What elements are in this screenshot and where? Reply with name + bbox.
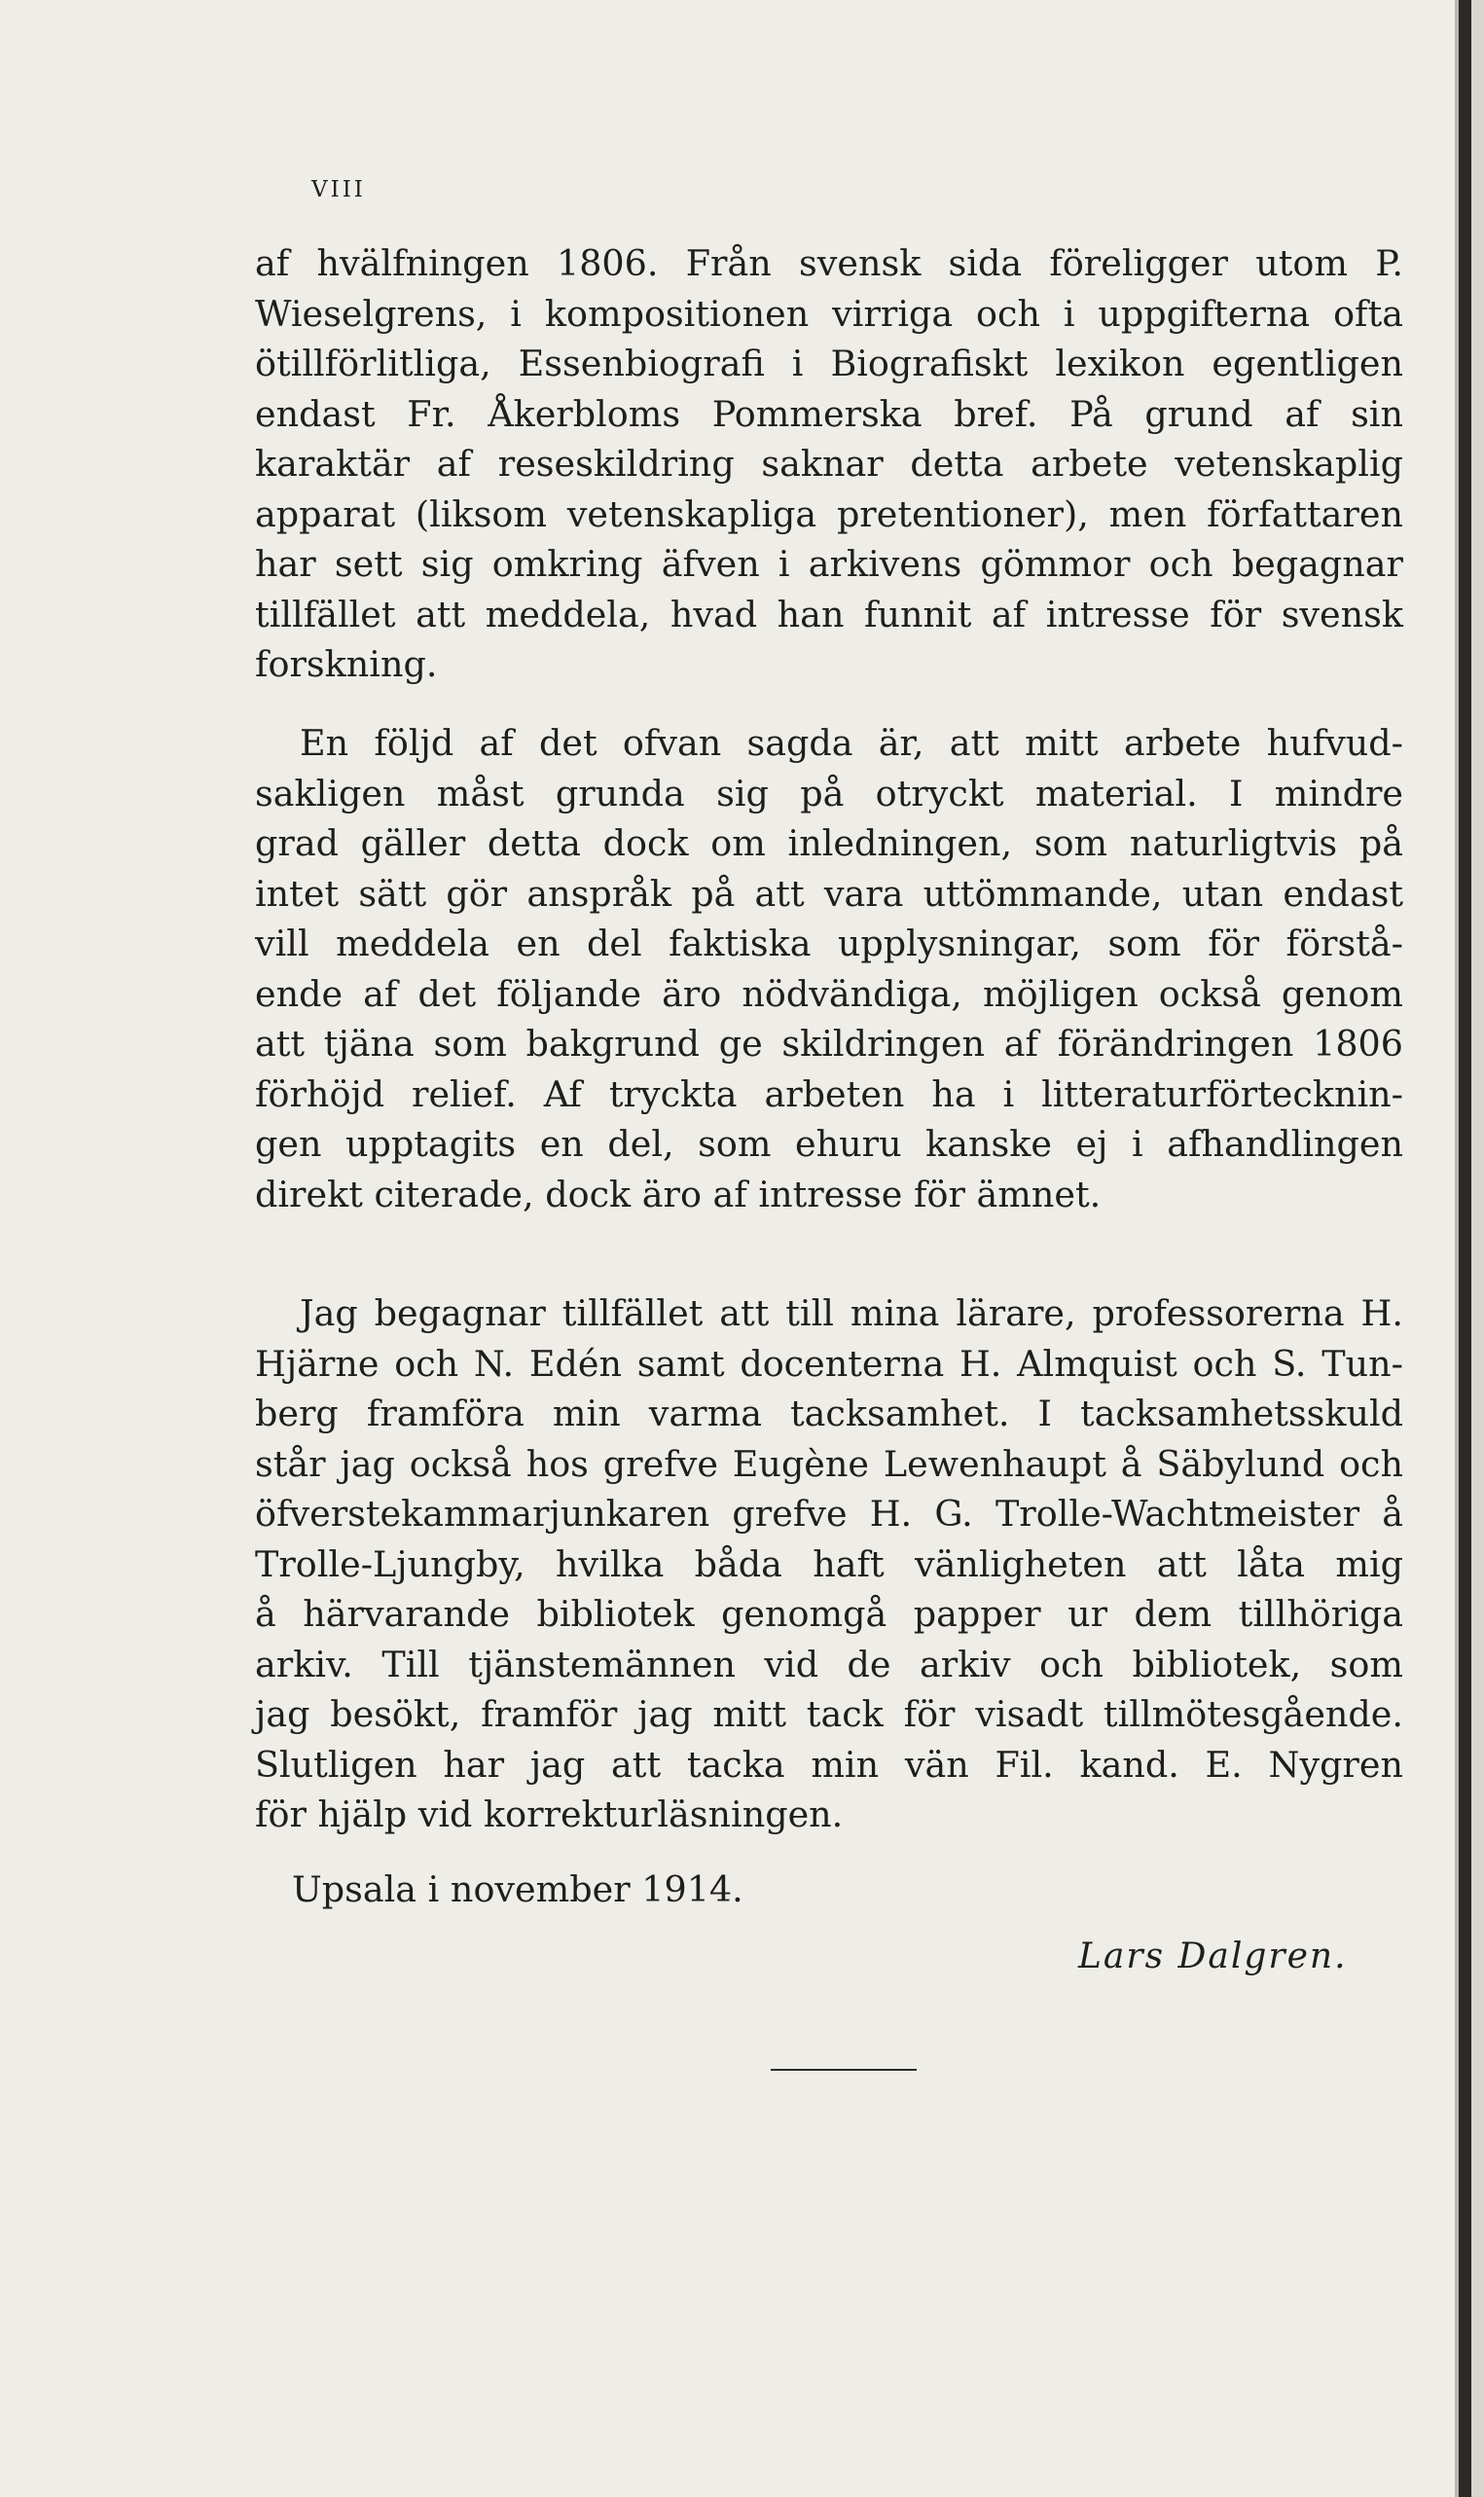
- text-line: förhöjd relief. Af tryckta arbeten ha i litteraturförtecknin-: [255, 1072, 1403, 1115]
- paragraph-3: [255, 1288, 1403, 1840]
- text-line: intet sätt gör anspråk på att vara uttömmande, utan endast: [255, 872, 1403, 915]
- paragraph-1: [255, 238, 1403, 690]
- text-line: å härvarande bibliotek genomgå papper ur dem tillhöriga: [255, 1593, 1403, 1635]
- text-line: apparat (liksom vetenskapliga pretentioner), men författaren: [255, 492, 1403, 535]
- text-line: grad gäller detta dock om inledningen, som naturligtvis på: [255, 822, 1403, 864]
- text-line: för hjälp vid korrekturläsningen.: [255, 1793, 844, 1835]
- text-line: Wieselgrens, i kompositionen virriga och i uppgifterna ofta: [255, 292, 1403, 335]
- text-line: En följd af det ofvan sagda är, att mitt arbete hufvud-: [300, 722, 1403, 764]
- section-rule: [771, 2069, 917, 2071]
- text-line: står jag också hos grefve Eugène Lewenhaupt å Säbylund och: [255, 1442, 1403, 1485]
- text-line: ende af det följande äro nödvändiga, möjligen också genom: [255, 972, 1403, 1015]
- text-line: af hvälfningen 1806. Från svensk sida föreligger utom P.: [255, 242, 1403, 284]
- text-line: arkiv. Till tjänstemännen vid de arkiv och bibliotek, som: [255, 1643, 1403, 1685]
- text-line: Trolle-Ljungby, hvilka båda haft vänligheten att låta mig: [255, 1542, 1403, 1585]
- text-line: direkt citerade, dock äro af intresse för ämnet.: [255, 1173, 1102, 1215]
- paragraph-2: [255, 718, 1403, 1219]
- page-number: VIII: [311, 177, 366, 202]
- text-line: ötillförlitliga, Essenbiografi i Biografiskt lexikon egentligen: [255, 343, 1403, 384]
- dateline: Upsala i november 1914.: [292, 1868, 743, 1910]
- signature: Lars Dalgren.: [1078, 1936, 1348, 1976]
- text-line: att tjäna som bakgrund ge skildringen af förändringen 1806: [255, 1023, 1403, 1065]
- text-line: sakligen måst grunda sig på otryckt material. I mindre: [255, 772, 1403, 814]
- text-line: forskning.: [255, 643, 438, 685]
- text-line: karaktär af reseskildring saknar detta arbete vetenskaplig: [255, 443, 1403, 485]
- text-line: öfverstekammarjunkaren grefve H. G. Trolle-Wachtmeister å: [255, 1493, 1403, 1535]
- text-line: Jag begagnar tillfället att till mina lärare, professorerna H.: [300, 1292, 1403, 1334]
- text-line: har sett sig omkring äfven i arkivens gömmor och begagnar: [255, 543, 1403, 585]
- text-line: tillfället att meddela, hvad han funnit af intresse för svensk: [255, 593, 1403, 635]
- text-line: gen upptagits en del, som ehuru kanske ej i afhandlingen: [255, 1123, 1403, 1165]
- page-edge: [1459, 0, 1471, 2497]
- text-line: berg framföra min varma tacksamhet. I tacksamhetsskuld: [255, 1393, 1403, 1434]
- text-line: Slutligen har jag att tacka min vän Fil. kand. E. Nygren: [255, 1743, 1403, 1786]
- text-line: Hjärne och N. Edén samt docenterna H. Almquist och S. Tun-: [255, 1342, 1403, 1385]
- text-line: jag besökt, framför jag mitt tack för visadt tillmötesgående.: [255, 1693, 1403, 1735]
- text-line: endast Fr. Åkerbloms Pommerska bref. På grund af sin: [255, 392, 1403, 435]
- text-line: vill meddela en del faktiska upplysningar, som för förstå-: [255, 923, 1403, 964]
